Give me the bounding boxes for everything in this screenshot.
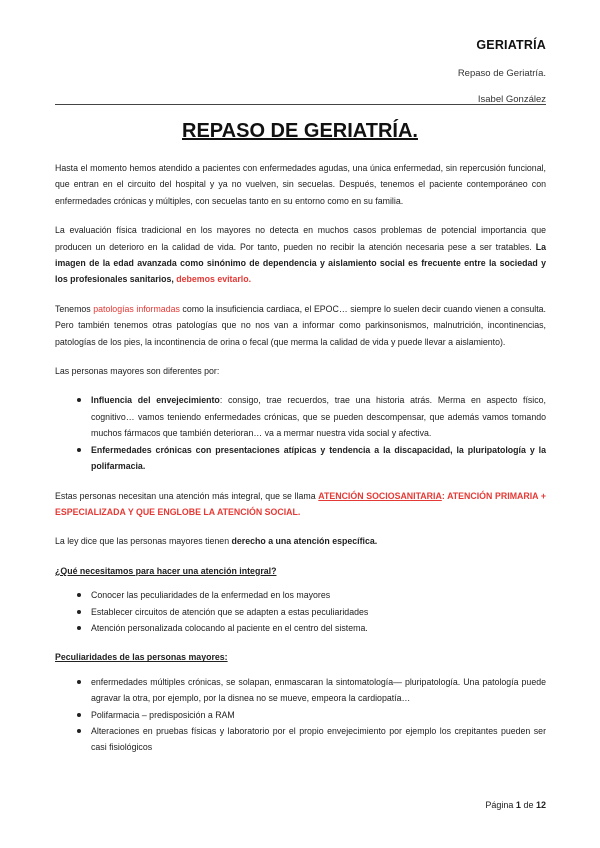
pathologies-start: Tenemos — [55, 303, 94, 314]
list-item — [55, 442, 546, 475]
sociosanitaria-start: Estas personas necesitan una atención más integral, que se llama — [55, 490, 319, 501]
list-item: enfermedades múltiples crónicas, se solapan, enmascaran la sintomatología— pluripatología. Una patología puede agravar la otra, por ejemplo, por la disnea no se mueve, empeora la cardiopatía… — [55, 674, 546, 707]
law-start: La ley dice que las personas mayores tienen — [55, 536, 232, 547]
footer-of-label: de — [523, 800, 534, 810]
evaluation-bold-text: La imagen de la edad avanzada como sinónimo de dependencia y aislamiento social es frecuente entre la sociedad y los profesionales sanitarios, — [55, 241, 546, 285]
list-item: Atención personalizada colocando al paciente en el centro del sistema. — [55, 620, 546, 636]
header-subtitle: Repaso de Geriatría. — [457, 68, 546, 79]
pathologies-highlight: patologías informadas — [93, 303, 180, 314]
peculiarities-list — [55, 674, 546, 756]
evaluation-text: La evaluación física tradicional en los mayores no detecta en muchos casos problemas de potencial importancia que producen un deterioro en la calidad de vida. Por tanto, pueden no recibir la atención necesaria pese a ser tratables. — [55, 225, 546, 252]
list-item-text: : consigo, trae recuerdos, trae una historia atrás. Merma en aspecto físico, cognitivo… vamos teniendo enfermedades crónicas, que se pueden descompensar, que además vamos tomando muchos fármacos que también deterioran… va a mermar nuestra vida social y afectiva. — [91, 395, 547, 439]
header-title: GERIATRÍA — [476, 38, 546, 52]
footer-total-pages: 12 — [535, 800, 546, 810]
header-author: Isabel González — [477, 94, 546, 105]
page-header — [458, 38, 546, 105]
integral-care-list — [55, 587, 546, 636]
list-item: Establecer circuitos de atención que se adapten a estas peculiaridades — [55, 604, 546, 620]
paragraph-intro: Hasta el momento hemos atendido a pacientes con enfermedades agudas, una única enfermedad, sin repercusión funcional, que entran en el circuito del hospital y ya no vuelven, sin secuelas. Después, tenemos el paciente contemporáneo con enfermedades crónicas y múltiples, con secuelas tanto en su entorno como en su familia. — [55, 163, 546, 206]
list-item: Alteraciones en pruebas físicas y laboratorio por el propio envejecimiento por ejemplo los crepitantes pueden ser casi fisiológicos — [55, 723, 546, 756]
paragraph-sociosanitaria — [55, 488, 546, 521]
sociosanitaria-definition: : ATENCIÓN PRIMARIA + ESPECIALIZADA Y QUE ENGLOBE LA ATENCIÓN SOCIAL. — [55, 490, 546, 517]
pathologies-rest: como la insuficiencia cardiaca, el EPOC… siempre lo suelen decir cuando vienen a consulta. Pero también tenemos otras patologías que no nos van a informar como parkinsonismos, malnutrición, incontinencias, patologías de los pies, la incontinencia de orina o fecal (que merma la calidad de vida y puede llevar a aislamiento). — [55, 303, 546, 347]
list-item: Conocer las peculiaridades de la enfermedad en los mayores — [55, 587, 546, 603]
paragraph-differences: Las personas mayores son diferentes por: — [55, 366, 220, 377]
law-bold: derecho a una atención específica. — [231, 536, 378, 547]
list-item-bold: Enfermedades crónicas con presentaciones atípicas y tendencia a la discapacidad, la pluripatología y la polifarmacia. — [91, 444, 546, 472]
document-title: REPASO DE GERIATRÍA. — [182, 120, 418, 142]
sociosanitaria-term: ATENCIÓN SOCIOSANITARIA — [318, 490, 442, 501]
section-heading-integral-care: ¿Qué necesitamos para hacer una atención integral? — [55, 565, 277, 576]
section-heading-peculiarities: Peculiaridades de las personas mayores: — [55, 652, 228, 663]
document-body — [55, 160, 546, 769]
differences-list — [55, 392, 546, 474]
footer-page-label: Página — [485, 800, 514, 810]
paragraph-law — [55, 533, 546, 549]
page-footer — [485, 800, 546, 810]
footer-current-page: 1 — [515, 800, 521, 810]
paragraph-pathologies — [55, 301, 546, 350]
paragraph-evaluation — [55, 222, 546, 288]
evaluation-red-text: debemos evitarlo. — [176, 274, 252, 285]
header-divider — [55, 104, 546, 105]
list-item — [55, 392, 546, 441]
list-item-bold: Influencia del envejecimiento — [91, 395, 220, 406]
list-item: Polifarmacia – predisposición a RAM — [55, 707, 546, 723]
